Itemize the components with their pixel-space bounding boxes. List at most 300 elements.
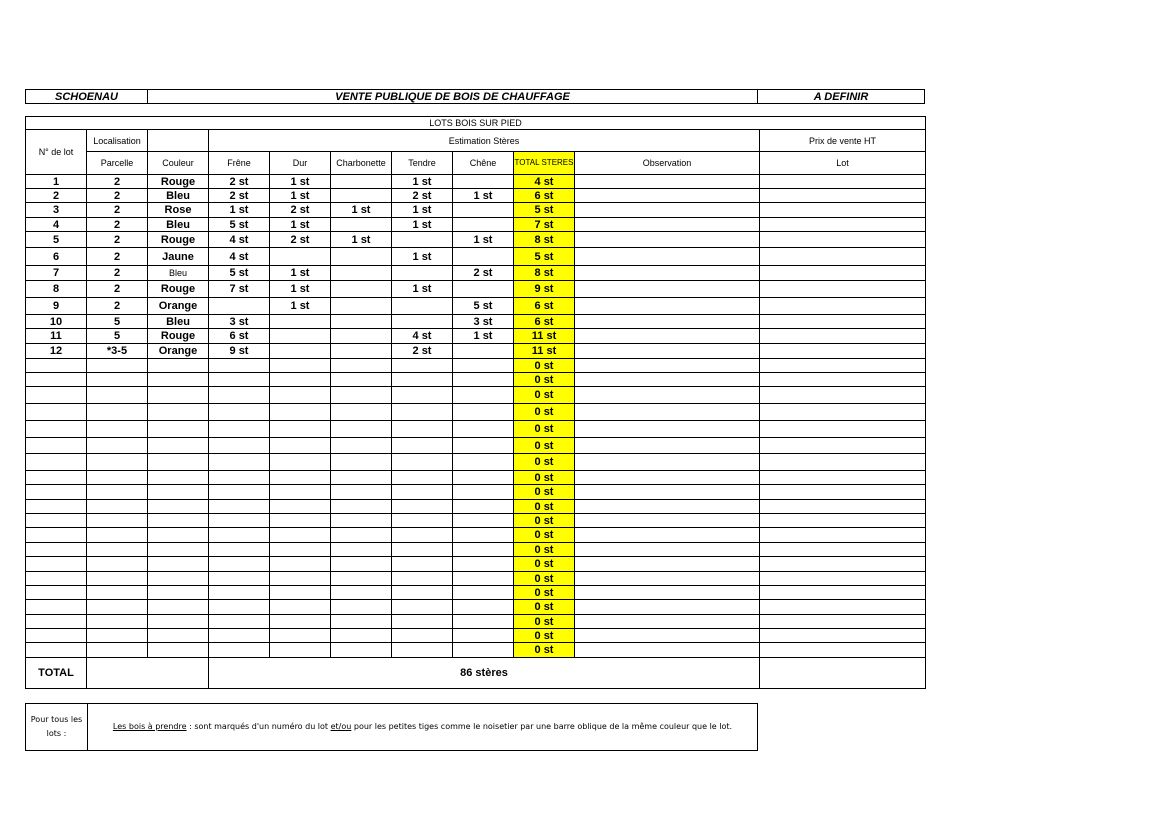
cell-empty <box>453 514 514 528</box>
cell-tendre <box>392 232 453 248</box>
cell-empty <box>26 528 87 543</box>
cell-empty <box>392 471 453 485</box>
cell-empty <box>392 557 453 572</box>
cell-empty <box>392 586 453 600</box>
cell-empty <box>270 373 331 387</box>
cell-empty <box>148 615 209 629</box>
cell-observation <box>575 175 760 189</box>
table-row <box>26 266 926 281</box>
cell-dur: 1 st <box>270 281 331 298</box>
cell-chene <box>453 248 514 266</box>
cell-empty <box>331 600 392 615</box>
cell-frene: 7 st <box>209 281 270 298</box>
cell-tendre <box>392 315 453 329</box>
cell-empty <box>209 615 270 629</box>
cell-empty <box>270 586 331 600</box>
table-row <box>26 218 926 232</box>
table-row-empty <box>26 500 926 514</box>
cell-observation <box>575 189 760 203</box>
cell-lot-price <box>760 232 926 248</box>
table-row-empty <box>26 454 926 471</box>
table-row <box>26 175 926 189</box>
table-row-empty <box>26 615 926 629</box>
cell-charbonette <box>331 189 392 203</box>
cell-empty <box>760 454 926 471</box>
cell-empty <box>575 615 760 629</box>
cell-couleur: Rose <box>148 203 209 218</box>
cell-charbonette: 1 st <box>331 232 392 248</box>
cell-parcelle: 2 <box>87 248 148 266</box>
cell-empty <box>331 643 392 658</box>
cell-frene <box>209 298 270 315</box>
cell-empty <box>392 543 453 557</box>
cell-lot: 5 <box>26 232 87 248</box>
cell-empty <box>270 404 331 421</box>
cell-tendre: 1 st <box>392 203 453 218</box>
cell-empty <box>270 438 331 454</box>
table-row-empty <box>26 438 926 454</box>
cell-observation <box>575 329 760 344</box>
cell-dur <box>270 248 331 266</box>
cell-observation <box>575 266 760 281</box>
cell-empty <box>148 421 209 438</box>
cell-empty <box>453 528 514 543</box>
cell-couleur: Bleu <box>148 315 209 329</box>
cell-empty <box>148 404 209 421</box>
cell-empty <box>331 615 392 629</box>
cell-frene: 4 st <box>209 248 270 266</box>
price-header: Prix de vente HT <box>760 130 926 152</box>
cell-dur: 1 st <box>270 266 331 281</box>
cell-empty <box>209 528 270 543</box>
localisation-header: Localisation <box>87 130 148 152</box>
cell-empty <box>209 557 270 572</box>
cell-empty <box>270 359 331 373</box>
cell-empty <box>270 387 331 404</box>
col-parcelle: Parcelle <box>87 152 148 175</box>
cell-empty <box>760 629 926 643</box>
cell-parcelle: 2 <box>87 266 148 281</box>
cell-charbonette <box>331 281 392 298</box>
cell-charbonette: 1 st <box>331 203 392 218</box>
cell-empty <box>270 471 331 485</box>
cell-empty <box>148 500 209 514</box>
cell-empty <box>87 421 148 438</box>
cell-parcelle: 2 <box>87 281 148 298</box>
cell-empty <box>87 373 148 387</box>
cell-empty <box>270 600 331 615</box>
table-row-empty <box>26 471 926 485</box>
cell-charbonette <box>331 344 392 359</box>
cell-total: 6 st <box>514 189 575 203</box>
cell-lot-price <box>760 329 926 344</box>
cell-empty <box>148 543 209 557</box>
cell-empty <box>760 500 926 514</box>
table-row-empty <box>26 557 926 572</box>
cell-empty <box>148 586 209 600</box>
lots-table <box>25 116 926 689</box>
cell-empty <box>331 514 392 528</box>
cell-chene <box>453 281 514 298</box>
cell-empty <box>209 643 270 658</box>
cell-empty <box>209 514 270 528</box>
cell-empty <box>760 404 926 421</box>
cell-empty <box>148 600 209 615</box>
cell-lot-price <box>760 218 926 232</box>
table-row-empty <box>26 514 926 528</box>
table-row-empty <box>26 387 926 404</box>
cell-empty <box>575 373 760 387</box>
cell-lot: 9 <box>26 298 87 315</box>
note-text-b: pour les petites tiges comme le noisetier par une barre oblique de la même couleur que le lot. <box>351 722 733 731</box>
cell-lot: 2 <box>26 189 87 203</box>
cell-empty <box>575 387 760 404</box>
cell-empty <box>575 528 760 543</box>
cell-lot: 11 <box>26 329 87 344</box>
cell-empty <box>209 404 270 421</box>
cell-empty <box>270 514 331 528</box>
table-row <box>26 329 926 344</box>
cell-empty <box>209 454 270 471</box>
cell-charbonette <box>331 175 392 189</box>
note-underlined-2: et/ou <box>330 722 352 731</box>
cell-empty <box>331 572 392 586</box>
cell-empty <box>331 543 392 557</box>
cell-dur: 2 st <box>270 232 331 248</box>
cell-empty <box>392 485 453 500</box>
cell-empty <box>270 557 331 572</box>
col-total: TOTAL STERES <box>514 152 575 175</box>
cell-empty <box>392 500 453 514</box>
cell-observation <box>575 315 760 329</box>
cell-empty <box>453 572 514 586</box>
cell-frene: 5 st <box>209 266 270 281</box>
total-price <box>760 658 926 689</box>
cell-empty <box>26 557 87 572</box>
cell-empty <box>209 586 270 600</box>
table-row-empty <box>26 600 926 615</box>
cell-empty <box>453 387 514 404</box>
cell-total: 0 st <box>514 387 575 404</box>
cell-empty <box>148 514 209 528</box>
cell-total: 9 st <box>514 281 575 298</box>
col-frene: Frêne <box>209 152 270 175</box>
cell-tendre <box>392 266 453 281</box>
cell-frene: 5 st <box>209 218 270 232</box>
cell-dur: 2 st <box>270 203 331 218</box>
cell-empty <box>148 643 209 658</box>
cell-empty <box>331 454 392 471</box>
cell-dur: 1 st <box>270 175 331 189</box>
cell-empty <box>392 359 453 373</box>
cell-empty <box>575 557 760 572</box>
cell-empty <box>26 373 87 387</box>
cell-empty <box>392 600 453 615</box>
cell-chene: 5 st <box>453 298 514 315</box>
cell-empty <box>392 421 453 438</box>
cell-empty <box>453 543 514 557</box>
cell-parcelle: 2 <box>87 175 148 189</box>
cell-lot: 6 <box>26 248 87 266</box>
cell-empty <box>760 421 926 438</box>
cell-empty <box>453 557 514 572</box>
cell-empty <box>270 572 331 586</box>
cell-lot: 7 <box>26 266 87 281</box>
cell-empty <box>26 629 87 643</box>
cell-empty <box>87 471 148 485</box>
cell-empty <box>209 471 270 485</box>
estimation-header: Estimation Stères <box>209 130 760 152</box>
cell-couleur: Orange <box>148 344 209 359</box>
cell-frene: 1 st <box>209 203 270 218</box>
table-row-empty <box>26 404 926 421</box>
header-date: A DEFINIR <box>758 90 925 104</box>
cell-empty <box>148 629 209 643</box>
cell-empty <box>331 404 392 421</box>
table-row-empty <box>26 643 926 658</box>
col-observation: Observation <box>575 152 760 175</box>
cell-empty <box>270 454 331 471</box>
cell-empty <box>331 438 392 454</box>
lots-table-body <box>26 117 926 689</box>
cell-lot-price <box>760 298 926 315</box>
cell-empty <box>453 471 514 485</box>
cell-empty <box>87 543 148 557</box>
cell-tendre: 1 st <box>392 218 453 232</box>
cell-empty <box>87 557 148 572</box>
cell-empty <box>148 373 209 387</box>
cell-total: 0 st <box>514 514 575 528</box>
table-row <box>26 281 926 298</box>
cell-total: 5 st <box>514 248 575 266</box>
cell-empty <box>453 600 514 615</box>
cell-empty <box>87 514 148 528</box>
cell-empty <box>392 572 453 586</box>
total-label: TOTAL <box>26 658 87 689</box>
cell-total: 11 st <box>514 329 575 344</box>
cell-tendre: 1 st <box>392 248 453 266</box>
cell-empty <box>760 514 926 528</box>
cell-empty <box>209 387 270 404</box>
cell-total: 0 st <box>514 454 575 471</box>
cell-charbonette <box>331 248 392 266</box>
cell-empty <box>26 500 87 514</box>
cell-lot-price <box>760 315 926 329</box>
header-commune: SCHOENAU <box>26 90 148 104</box>
cell-empty <box>148 454 209 471</box>
table-row <box>26 248 926 266</box>
cell-tendre: 1 st <box>392 175 453 189</box>
cell-frene: 2 st <box>209 175 270 189</box>
cell-empty <box>209 629 270 643</box>
note-text-a: : sont marqués d'un numéro du lot <box>186 722 331 731</box>
cell-empty <box>26 514 87 528</box>
cell-observation <box>575 232 760 248</box>
cell-dur <box>270 329 331 344</box>
cell-empty <box>760 528 926 543</box>
cell-empty <box>392 454 453 471</box>
cell-total: 0 st <box>514 629 575 643</box>
cell-empty <box>760 543 926 557</box>
cell-empty <box>453 586 514 600</box>
cell-empty <box>26 404 87 421</box>
cell-parcelle: 2 <box>87 298 148 315</box>
cell-parcelle: 5 <box>87 315 148 329</box>
cell-empty <box>331 359 392 373</box>
table-row-empty <box>26 586 926 600</box>
cell-total: 6 st <box>514 315 575 329</box>
cell-empty <box>760 557 926 572</box>
cell-empty <box>453 438 514 454</box>
cell-empty <box>392 643 453 658</box>
cell-empty <box>209 373 270 387</box>
cell-chene: 1 st <box>453 189 514 203</box>
cell-empty <box>331 500 392 514</box>
cell-empty <box>87 404 148 421</box>
cell-couleur: Orange <box>148 298 209 315</box>
table-row <box>26 203 926 218</box>
cell-empty <box>87 600 148 615</box>
cell-empty <box>26 471 87 485</box>
cell-total: 0 st <box>514 572 575 586</box>
cell-empty <box>392 514 453 528</box>
total-value: 86 stères <box>209 658 760 689</box>
cell-charbonette <box>331 329 392 344</box>
cell-empty <box>270 500 331 514</box>
cell-empty <box>575 471 760 485</box>
cell-dur: 1 st <box>270 189 331 203</box>
cell-couleur: Rouge <box>148 329 209 344</box>
cell-empty <box>760 572 926 586</box>
cell-tendre: 2 st <box>392 344 453 359</box>
cell-empty <box>148 387 209 404</box>
cell-empty <box>575 543 760 557</box>
cell-chene <box>453 344 514 359</box>
cell-empty <box>331 528 392 543</box>
cell-total: 0 st <box>514 586 575 600</box>
cell-empty <box>331 586 392 600</box>
cell-total: 6 st <box>514 298 575 315</box>
blank-header <box>148 130 209 152</box>
cell-empty <box>453 500 514 514</box>
cell-empty <box>87 387 148 404</box>
cell-empty <box>760 615 926 629</box>
cell-empty <box>26 615 87 629</box>
cell-empty <box>453 485 514 500</box>
cell-empty <box>26 543 87 557</box>
cell-total: 0 st <box>514 438 575 454</box>
cell-empty <box>148 557 209 572</box>
cell-total: 0 st <box>514 471 575 485</box>
cell-total: 0 st <box>514 600 575 615</box>
cell-empty <box>209 421 270 438</box>
cell-empty <box>760 471 926 485</box>
cell-total: 0 st <box>514 373 575 387</box>
section-title: LOTS BOIS SUR PIED <box>26 117 926 130</box>
cell-lot: 10 <box>26 315 87 329</box>
cell-empty <box>26 643 87 658</box>
cell-empty <box>575 572 760 586</box>
cell-empty <box>270 528 331 543</box>
cell-empty <box>760 485 926 500</box>
cell-parcelle: *3-5 <box>87 344 148 359</box>
cell-empty <box>148 485 209 500</box>
cell-tendre: 1 st <box>392 281 453 298</box>
cell-couleur: Bleu <box>148 266 209 281</box>
cell-empty <box>270 643 331 658</box>
cell-empty <box>575 643 760 658</box>
cell-empty <box>87 615 148 629</box>
cell-observation <box>575 281 760 298</box>
cell-empty <box>575 500 760 514</box>
cell-chene <box>453 203 514 218</box>
cell-total: 0 st <box>514 359 575 373</box>
cell-empty <box>575 359 760 373</box>
cell-empty <box>148 471 209 485</box>
total-row <box>26 658 926 689</box>
cell-empty <box>392 373 453 387</box>
cell-empty <box>26 586 87 600</box>
cell-empty <box>331 421 392 438</box>
cell-lot-price <box>760 175 926 189</box>
cell-couleur: Bleu <box>148 218 209 232</box>
table-row <box>26 315 926 329</box>
table-row-empty <box>26 528 926 543</box>
cell-empty <box>331 485 392 500</box>
cell-frene: 4 st <box>209 232 270 248</box>
cell-total: 0 st <box>514 615 575 629</box>
cell-parcelle: 2 <box>87 218 148 232</box>
cell-couleur: Rouge <box>148 281 209 298</box>
cell-empty <box>453 615 514 629</box>
cell-observation <box>575 203 760 218</box>
cell-empty <box>575 421 760 438</box>
cell-dur <box>270 315 331 329</box>
cell-empty <box>760 600 926 615</box>
table-row-empty <box>26 373 926 387</box>
cell-empty <box>26 572 87 586</box>
cell-empty <box>392 629 453 643</box>
cell-parcelle: 2 <box>87 232 148 248</box>
cell-empty <box>87 485 148 500</box>
cell-empty <box>575 438 760 454</box>
cell-charbonette <box>331 266 392 281</box>
cell-chene: 3 st <box>453 315 514 329</box>
cell-empty <box>760 387 926 404</box>
total-blank <box>87 658 209 689</box>
cell-lot: 4 <box>26 218 87 232</box>
note-label: Pour tous les lots : <box>26 704 88 751</box>
cell-empty <box>148 359 209 373</box>
cell-lot: 1 <box>26 175 87 189</box>
col-lot: Lot <box>760 152 926 175</box>
table-row <box>26 189 926 203</box>
note-table <box>25 703 758 751</box>
cell-empty <box>209 438 270 454</box>
cell-empty <box>87 572 148 586</box>
cell-total: 0 st <box>514 500 575 514</box>
cell-empty <box>87 528 148 543</box>
cell-empty <box>148 572 209 586</box>
cell-observation <box>575 298 760 315</box>
cell-total: 11 st <box>514 344 575 359</box>
cell-total: 0 st <box>514 543 575 557</box>
cell-empty <box>87 438 148 454</box>
cell-empty <box>270 543 331 557</box>
cell-lot: 3 <box>26 203 87 218</box>
cell-empty <box>331 387 392 404</box>
table-row <box>26 344 926 359</box>
